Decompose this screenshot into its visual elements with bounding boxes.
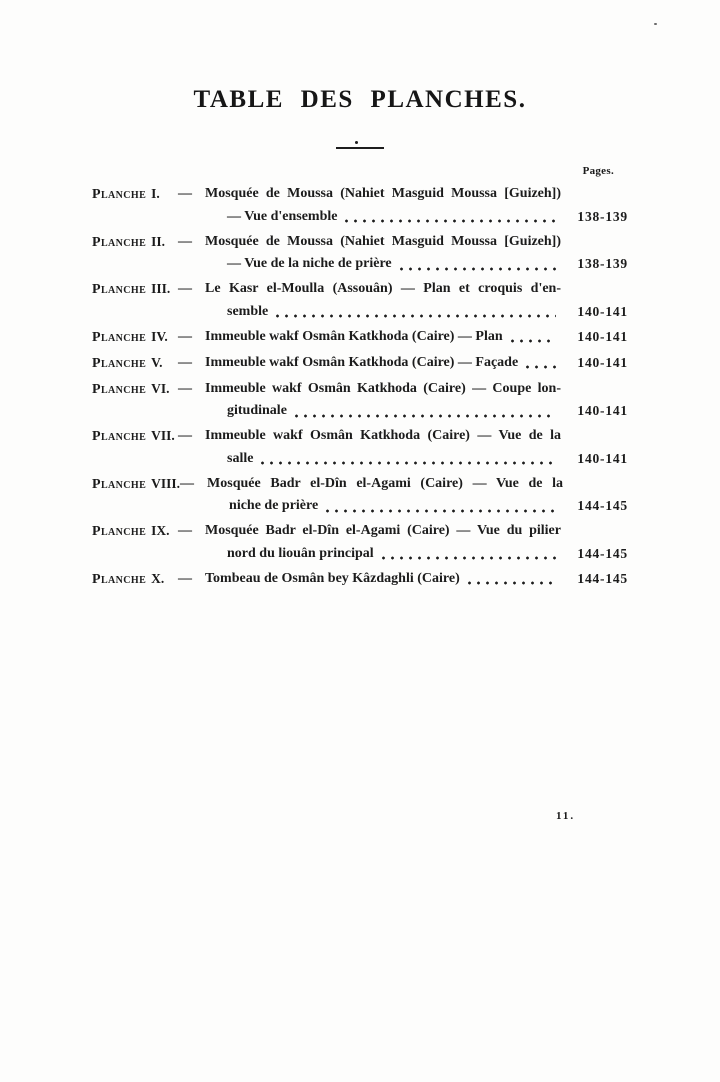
plate-entry (92, 568, 628, 592)
entry-last-line (207, 495, 628, 518)
entry-dash: — (178, 570, 192, 586)
entry-body (205, 352, 628, 375)
plate-numeral: X. (151, 570, 165, 586)
plate-label (92, 352, 178, 376)
entry-last-line (205, 543, 628, 566)
page-range: 138-139 (577, 208, 628, 224)
page-range: 138-139 (577, 256, 628, 271)
divider-ornament (336, 141, 384, 150)
dot-leader (506, 326, 556, 349)
page-title: TABLE DES PLANCHES. (193, 86, 527, 113)
plate-numeral: V. (151, 354, 163, 370)
plate-label (92, 183, 178, 207)
entry-text-line: niche de prière (229, 498, 319, 513)
entry-body (205, 183, 628, 228)
entry-text-line: semble (227, 303, 269, 319)
entry-last-line (205, 352, 628, 375)
plate-numeral: VIII. (151, 475, 181, 491)
entry-dash: — (178, 428, 192, 443)
page-range: 140-141 (577, 403, 628, 418)
entry-text-line: — Vue de la niche de prière (227, 256, 392, 271)
plate-entry (92, 278, 628, 323)
plate-label-word: Planche (92, 329, 147, 345)
entry-last-line (205, 206, 628, 229)
entry-body (207, 473, 628, 518)
dot-leader (521, 352, 556, 375)
entry-dash: — (178, 380, 192, 396)
page-range: 140-141 (577, 450, 628, 466)
scan-speck (654, 23, 657, 25)
pages-column-header: Pages. (582, 165, 614, 177)
dot-leader (395, 253, 556, 276)
plate-label-word: Planche (92, 476, 147, 492)
dot-leader (271, 301, 556, 324)
entry-last-line (205, 400, 628, 423)
entry-text-line: Mosquée Badr el-Dîn el-Agami (Caire) — Vue du pilier (205, 523, 561, 538)
ornament-rule (336, 147, 384, 149)
plate-numeral: VI. (151, 380, 170, 396)
entry-body (205, 326, 628, 349)
entry-text-line: Mosquée de Moussa (Nahiet Masguid Moussa [Guizeh]) (205, 186, 561, 201)
entry-text-line: Mosquée Badr el-Dîn el-Agami (Caire) — Vue de la (207, 475, 564, 491)
entry-text-line: nord du liouân principal (227, 545, 374, 561)
plate-label (92, 326, 178, 350)
entry-text-line: Immeuble wakf Osmân Katkhoda (Caire) — Vue de la (205, 428, 561, 443)
dot-leader (377, 543, 556, 566)
dot-leader (290, 400, 556, 423)
plate-entry (92, 425, 628, 470)
entry-text-line: salle (227, 450, 254, 466)
dot-leader (463, 568, 556, 591)
entry-last-line (205, 301, 628, 324)
entry-last-line (205, 448, 628, 471)
dot-leader (256, 448, 556, 471)
plate-label (92, 425, 178, 449)
plate-label (92, 473, 180, 497)
plate-entry (92, 326, 628, 350)
plate-numeral: I. (151, 186, 160, 201)
entry-text-line: Immeuble wakf Osmân Katkhoda (Caire) — Plan (205, 328, 503, 344)
plate-numeral: IX. (151, 523, 170, 538)
entry-text-line: Le Kasr el-Moulla (Assouân) — Plan et croquis d'en- (205, 281, 561, 296)
ornament-dot (355, 141, 358, 144)
page-range: 140-141 (577, 328, 628, 344)
plate-label-word: Planche (92, 282, 147, 297)
page-range: 140-141 (577, 354, 628, 370)
entry-dash: — (178, 354, 192, 370)
plate-label (92, 568, 178, 592)
plate-entry (92, 183, 628, 228)
entry-dash: — (178, 186, 192, 201)
dot-leader (340, 206, 556, 229)
entry-body (205, 278, 628, 323)
entry-text-line: Immeuble wakf Osmân Katkhoda (Caire) — Coupe lon- (205, 380, 561, 396)
entry-body (205, 231, 628, 276)
signature-mark: 11. (556, 810, 576, 822)
entry-text-line: gitudinale (227, 403, 287, 418)
dot-leader (321, 495, 556, 518)
entry-dash: — (178, 523, 192, 538)
page-range: 144-145 (577, 498, 628, 513)
plate-list (92, 183, 628, 594)
entry-body (205, 520, 628, 565)
entry-dash: — (178, 233, 192, 249)
entry-dash: — (178, 328, 192, 344)
entry-text-line: Mosquée de Moussa (Nahiet Masguid Moussa [Guizeh]) (205, 233, 561, 249)
plate-numeral: VII. (151, 428, 175, 443)
page-range: 144-145 (577, 570, 628, 586)
page-range: 144-145 (577, 545, 628, 561)
plate-label-word: Planche (92, 355, 147, 371)
plate-numeral: II. (151, 233, 166, 249)
plate-entry (92, 378, 628, 423)
plate-entry (92, 352, 628, 376)
entry-body (205, 568, 628, 591)
entry-last-line (205, 568, 628, 591)
plate-label-word: Planche (92, 429, 147, 444)
plate-label-word: Planche (92, 234, 147, 250)
entry-body (205, 378, 628, 423)
plate-label (92, 520, 178, 544)
plate-entry (92, 520, 628, 565)
plate-entry (92, 473, 628, 518)
entry-last-line (205, 253, 628, 276)
plate-entry (92, 231, 628, 276)
plate-label (92, 378, 178, 402)
plate-label (92, 278, 178, 302)
plate-numeral: III. (151, 281, 171, 296)
plate-numeral: IV. (151, 328, 168, 344)
plate-label (92, 231, 178, 255)
entry-text-line: — Vue d'ensemble (227, 208, 338, 224)
page-range: 140-141 (577, 303, 628, 319)
entry-last-line (205, 326, 628, 349)
plate-label-word: Planche (92, 571, 147, 587)
plate-label-word: Planche (92, 381, 147, 397)
plate-label-word: Planche (92, 187, 147, 202)
entry-text-line: Tombeau de Osmân bey Kâzdaghli (Caire) (205, 570, 460, 586)
entry-body (205, 425, 628, 470)
entry-dash: — (180, 475, 195, 491)
entry-dash: — (178, 281, 192, 296)
entry-text-line: Immeuble wakf Osmân Katkhoda (Caire) — Façade (205, 354, 519, 370)
plate-label-word: Planche (92, 524, 147, 539)
